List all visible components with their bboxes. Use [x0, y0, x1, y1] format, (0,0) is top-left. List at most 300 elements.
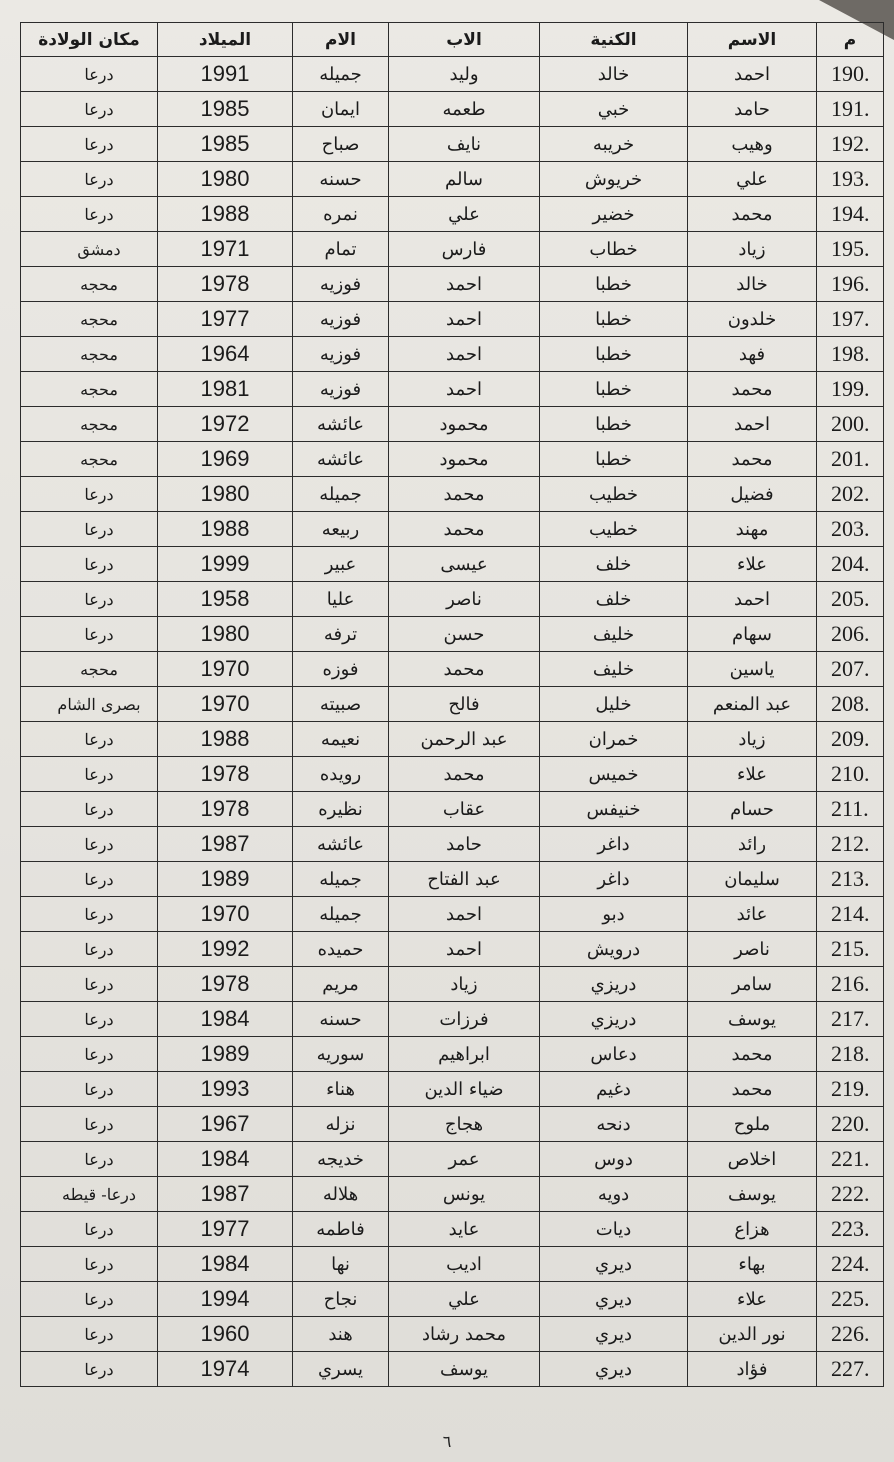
father-cell: محمود	[389, 442, 540, 477]
table-row	[21, 757, 884, 792]
mother-cell: فوزه	[293, 652, 389, 687]
birth-year-cell: 1987	[158, 827, 293, 862]
name-cell: علاء	[688, 547, 817, 582]
surname-cell: خبي	[540, 92, 688, 127]
surname-cell: خلف	[540, 582, 688, 617]
father-cell: احمد	[389, 897, 540, 932]
father-cell: سالم	[389, 162, 540, 197]
surname-cell: دريزي	[540, 967, 688, 1002]
birth-place-cell: درعا	[21, 1352, 158, 1387]
birth-place-cell: درعا	[21, 197, 158, 232]
mother-cell: حميده	[293, 932, 389, 967]
surname-cell: خميس	[540, 757, 688, 792]
mother-cell: خديجه	[293, 1142, 389, 1177]
father-cell: فالح	[389, 687, 540, 722]
name-cell: رائد	[688, 827, 817, 862]
row-number: 217.	[817, 1002, 884, 1037]
father-cell: محمد	[389, 757, 540, 792]
mother-cell: نها	[293, 1247, 389, 1282]
surname-cell: خطبا	[540, 302, 688, 337]
birth-year-cell: 1999	[158, 547, 293, 582]
father-cell: محمود	[389, 407, 540, 442]
mother-cell: نزله	[293, 1107, 389, 1142]
father-cell: احمد	[389, 302, 540, 337]
mother-cell: فوزيه	[293, 302, 389, 337]
name-cell: سليمان	[688, 862, 817, 897]
name-cell: هزاع	[688, 1212, 817, 1247]
header-row	[21, 23, 884, 57]
name-cell: احمد	[688, 407, 817, 442]
birth-year-cell: 1985	[158, 127, 293, 162]
row-number: 197.	[817, 302, 884, 337]
table-row	[21, 92, 884, 127]
birth-year-cell: 1988	[158, 197, 293, 232]
surname-cell: خطبا	[540, 372, 688, 407]
birth-year-cell: 1978	[158, 757, 293, 792]
table-row	[21, 337, 884, 372]
birth-place-cell: درعا	[21, 792, 158, 827]
father-cell: احمد	[389, 267, 540, 302]
row-number: 223.	[817, 1212, 884, 1247]
row-number: 212.	[817, 827, 884, 862]
table-row	[21, 197, 884, 232]
surname-cell: خطيب	[540, 477, 688, 512]
surname-cell: خالد	[540, 57, 688, 92]
table-row	[21, 477, 884, 512]
surname-cell: داغر	[540, 862, 688, 897]
row-number: 227.	[817, 1352, 884, 1387]
birth-year-cell: 1971	[158, 232, 293, 267]
surname-cell: خريبه	[540, 127, 688, 162]
row-number: 213.	[817, 862, 884, 897]
birth-year-cell: 1993	[158, 1072, 293, 1107]
row-number: 209.	[817, 722, 884, 757]
table-row	[21, 1352, 884, 1387]
mother-cell: حسنه	[293, 1002, 389, 1037]
birth-place-cell: محجه	[21, 407, 158, 442]
birth-year-cell: 1974	[158, 1352, 293, 1387]
table-row	[21, 617, 884, 652]
father-cell: حسن	[389, 617, 540, 652]
father-cell: ضياء الدين	[389, 1072, 540, 1107]
name-cell: ناصر	[688, 932, 817, 967]
surname-cell: ديات	[540, 1212, 688, 1247]
name-cell: سهام	[688, 617, 817, 652]
name-cell: محمد	[688, 197, 817, 232]
mother-cell: ترفه	[293, 617, 389, 652]
birth-year-cell: 1977	[158, 302, 293, 337]
birth-place-cell: محجه	[21, 337, 158, 372]
row-number: 194.	[817, 197, 884, 232]
table-row	[21, 162, 884, 197]
row-number: 204.	[817, 547, 884, 582]
surname-cell: دريزي	[540, 1002, 688, 1037]
birth-year-cell: 1980	[158, 477, 293, 512]
name-cell: فضيل	[688, 477, 817, 512]
row-number: 221.	[817, 1142, 884, 1177]
birth-place-cell: درعا	[21, 1142, 158, 1177]
father-cell: وليد	[389, 57, 540, 92]
name-cell: فؤاد	[688, 1352, 817, 1387]
father-cell: احمد	[389, 372, 540, 407]
father-cell: اديب	[389, 1247, 540, 1282]
name-cell: عبد المنعم	[688, 687, 817, 722]
birth-year-cell: 1964	[158, 337, 293, 372]
birth-place-cell: درعا	[21, 967, 158, 1002]
birth-year-cell: 1989	[158, 1037, 293, 1072]
table-row	[21, 1107, 884, 1142]
table-row	[21, 57, 884, 92]
table-row	[21, 1247, 884, 1282]
row-number: 191.	[817, 92, 884, 127]
row-number: 226.	[817, 1317, 884, 1352]
name-cell: علاء	[688, 1282, 817, 1317]
father-cell: طعمه	[389, 92, 540, 127]
father-cell: عقاب	[389, 792, 540, 827]
mother-cell: تمام	[293, 232, 389, 267]
table-row	[21, 442, 884, 477]
mother-cell: جميله	[293, 57, 389, 92]
header-father: الاب	[389, 23, 540, 57]
birth-place-cell: درعا	[21, 1107, 158, 1142]
father-cell: يوسف	[389, 1352, 540, 1387]
name-cell: بهاء	[688, 1247, 817, 1282]
table-row	[21, 792, 884, 827]
mother-cell: نجاح	[293, 1282, 389, 1317]
surname-cell: خطيب	[540, 512, 688, 547]
surname-cell: خطبا	[540, 267, 688, 302]
birth-place-cell: درعا	[21, 92, 158, 127]
birth-place-cell: درعا	[21, 862, 158, 897]
name-cell: خلدون	[688, 302, 817, 337]
table-row	[21, 1317, 884, 1352]
father-cell: علي	[389, 197, 540, 232]
birth-place-cell: دمشق	[21, 232, 158, 267]
surname-cell: ديري	[540, 1282, 688, 1317]
birth-year-cell: 1984	[158, 1247, 293, 1282]
birth-year-cell: 1988	[158, 722, 293, 757]
table-row	[21, 547, 884, 582]
table-row	[21, 862, 884, 897]
table-row	[21, 302, 884, 337]
mother-cell: فاطمه	[293, 1212, 389, 1247]
table-row	[21, 127, 884, 162]
birth-year-cell: 1989	[158, 862, 293, 897]
birth-year-cell: 1960	[158, 1317, 293, 1352]
mother-cell: هند	[293, 1317, 389, 1352]
birth-place-cell: درعا	[21, 582, 158, 617]
mother-cell: نمره	[293, 197, 389, 232]
row-number: 220.	[817, 1107, 884, 1142]
header-num: م	[817, 23, 884, 57]
row-number: 199.	[817, 372, 884, 407]
birth-year-cell: 1994	[158, 1282, 293, 1317]
birth-year-cell: 1981	[158, 372, 293, 407]
surname-cell: دبو	[540, 897, 688, 932]
name-cell: ياسين	[688, 652, 817, 687]
header-mother: الام	[293, 23, 389, 57]
surname-cell: دعاس	[540, 1037, 688, 1072]
name-cell: ملوح	[688, 1107, 817, 1142]
row-number: 211.	[817, 792, 884, 827]
birth-year-cell: 1987	[158, 1177, 293, 1212]
birth-place-cell: درعا	[21, 512, 158, 547]
surname-cell: ديري	[540, 1352, 688, 1387]
surname-cell: ديري	[540, 1247, 688, 1282]
mother-cell: عليا	[293, 582, 389, 617]
row-number: 205.	[817, 582, 884, 617]
name-cell: علاء	[688, 757, 817, 792]
table-row	[21, 967, 884, 1002]
header-surname: الكنية	[540, 23, 688, 57]
birth-year-cell: 1978	[158, 267, 293, 302]
birth-place-cell: محجه	[21, 442, 158, 477]
birth-year-cell: 1988	[158, 512, 293, 547]
birth-place-cell: درعا	[21, 1282, 158, 1317]
row-number: 190.	[817, 57, 884, 92]
mother-cell: صبيته	[293, 687, 389, 722]
birth-place-cell: درعا	[21, 1037, 158, 1072]
name-cell: عائد	[688, 897, 817, 932]
row-number: 203.	[817, 512, 884, 547]
birth-year-cell: 1970	[158, 897, 293, 932]
father-cell: هجاج	[389, 1107, 540, 1142]
row-number: 219.	[817, 1072, 884, 1107]
table-row	[21, 372, 884, 407]
table-row	[21, 1177, 884, 1212]
surname-cell: خطاب	[540, 232, 688, 267]
surname-cell: ديري	[540, 1317, 688, 1352]
birth-place-cell: محجه	[21, 302, 158, 337]
name-cell: علي	[688, 162, 817, 197]
name-cell: مهند	[688, 512, 817, 547]
surname-cell: خنيفس	[540, 792, 688, 827]
surname-cell: خليل	[540, 687, 688, 722]
name-cell: يوسف	[688, 1002, 817, 1037]
birth-year-cell: 1972	[158, 407, 293, 442]
surname-cell: خطبا	[540, 407, 688, 442]
name-cell: حامد	[688, 92, 817, 127]
birth-year-cell: 1967	[158, 1107, 293, 1142]
father-cell: حامد	[389, 827, 540, 862]
table-row	[21, 1282, 884, 1317]
birth-place-cell: محجه	[21, 372, 158, 407]
name-cell: اخلاص	[688, 1142, 817, 1177]
mother-cell: عبير	[293, 547, 389, 582]
mother-cell: نعيمه	[293, 722, 389, 757]
surname-cell: خمران	[540, 722, 688, 757]
birth-year-cell: 1985	[158, 92, 293, 127]
table-row	[21, 1037, 884, 1072]
row-number: 196.	[817, 267, 884, 302]
name-cell: احمد	[688, 582, 817, 617]
father-cell: عمر	[389, 1142, 540, 1177]
header-birth-place: مكان الولادة	[21, 23, 158, 57]
mother-cell: جميله	[293, 897, 389, 932]
birth-place-cell: درعا	[21, 1317, 158, 1352]
mother-cell: مريم	[293, 967, 389, 1002]
mother-cell: فوزيه	[293, 337, 389, 372]
birth-place-cell: درعا	[21, 57, 158, 92]
name-cell: زياد	[688, 232, 817, 267]
table-row	[21, 512, 884, 547]
name-cell: احمد	[688, 57, 817, 92]
row-number: 215.	[817, 932, 884, 967]
row-number: 208.	[817, 687, 884, 722]
row-number: 224.	[817, 1247, 884, 1282]
table-row	[21, 897, 884, 932]
birth-place-cell: درعا	[21, 162, 158, 197]
birth-place-cell: درعا	[21, 477, 158, 512]
surname-cell: دوس	[540, 1142, 688, 1177]
surname-cell: خلف	[540, 547, 688, 582]
birth-place-cell: درعا	[21, 1072, 158, 1107]
birth-place-cell: درعا	[21, 1247, 158, 1282]
name-cell: محمد	[688, 1072, 817, 1107]
birth-place-cell: درعا	[21, 127, 158, 162]
table-row	[21, 407, 884, 442]
father-cell: عيسى	[389, 547, 540, 582]
birth-place-cell: درعا	[21, 547, 158, 582]
birth-year-cell: 1978	[158, 967, 293, 1002]
mother-cell: فوزيه	[293, 267, 389, 302]
surname-cell: خطبا	[540, 337, 688, 372]
name-cell: محمد	[688, 372, 817, 407]
father-cell: محمد	[389, 652, 540, 687]
mother-cell: سوريه	[293, 1037, 389, 1072]
birth-place-cell: محجه	[21, 652, 158, 687]
table-row	[21, 652, 884, 687]
row-number: 201.	[817, 442, 884, 477]
table-row	[21, 932, 884, 967]
birth-year-cell: 1970	[158, 652, 293, 687]
birth-place-cell: درعا	[21, 722, 158, 757]
name-cell: وهيب	[688, 127, 817, 162]
surname-cell: خطبا	[540, 442, 688, 477]
row-number: 192.	[817, 127, 884, 162]
row-number: 225.	[817, 1282, 884, 1317]
table-row	[21, 1002, 884, 1037]
birth-year-cell: 1980	[158, 162, 293, 197]
table-row	[21, 267, 884, 302]
birth-year-cell: 1984	[158, 1002, 293, 1037]
row-number: 207.	[817, 652, 884, 687]
row-number: 214.	[817, 897, 884, 932]
table-row	[21, 1072, 884, 1107]
mother-cell: هلاله	[293, 1177, 389, 1212]
table-row	[21, 232, 884, 267]
father-cell: نايف	[389, 127, 540, 162]
surname-cell: خريوش	[540, 162, 688, 197]
name-cell: نور الدين	[688, 1317, 817, 1352]
birth-place-cell: درعا- قيطه	[21, 1177, 158, 1212]
birth-year-cell: 1984	[158, 1142, 293, 1177]
birth-year-cell: 1992	[158, 932, 293, 967]
father-cell: فارس	[389, 232, 540, 267]
father-cell: عبد الفتاح	[389, 862, 540, 897]
surname-cell: دويه	[540, 1177, 688, 1212]
mother-cell: عائشه	[293, 407, 389, 442]
mother-cell: جميله	[293, 477, 389, 512]
birth-year-cell: 1980	[158, 617, 293, 652]
name-cell: محمد	[688, 1037, 817, 1072]
mother-cell: حسنه	[293, 162, 389, 197]
surname-cell: دنحه	[540, 1107, 688, 1142]
birth-place-cell: درعا	[21, 1002, 158, 1037]
row-number: 218.	[817, 1037, 884, 1072]
mother-cell: رويده	[293, 757, 389, 792]
mother-cell: ربيعه	[293, 512, 389, 547]
birth-year-cell: 1958	[158, 582, 293, 617]
birth-place-cell: بصرى الشام	[21, 687, 158, 722]
father-cell: عبد الرحمن	[389, 722, 540, 757]
roster-table	[20, 22, 884, 1387]
birth-place-cell: درعا	[21, 1212, 158, 1247]
birth-place-cell: درعا	[21, 897, 158, 932]
row-number: 195.	[817, 232, 884, 267]
row-number: 193.	[817, 162, 884, 197]
mother-cell: هناء	[293, 1072, 389, 1107]
father-cell: فرزات	[389, 1002, 540, 1037]
row-number: 206.	[817, 617, 884, 652]
row-number: 202.	[817, 477, 884, 512]
header-name: الاسم	[688, 23, 817, 57]
father-cell: محمد	[389, 512, 540, 547]
father-cell: زياد	[389, 967, 540, 1002]
surname-cell: داغر	[540, 827, 688, 862]
table-row	[21, 1142, 884, 1177]
name-cell: يوسف	[688, 1177, 817, 1212]
surname-cell: درويش	[540, 932, 688, 967]
row-number: 210.	[817, 757, 884, 792]
row-number: 200.	[817, 407, 884, 442]
birth-year-cell: 1978	[158, 792, 293, 827]
mother-cell: فوزيه	[293, 372, 389, 407]
father-cell: ناصر	[389, 582, 540, 617]
birth-place-cell: محجه	[21, 267, 158, 302]
father-cell: احمد	[389, 337, 540, 372]
father-cell: عايد	[389, 1212, 540, 1247]
name-cell: حسام	[688, 792, 817, 827]
birth-place-cell: درعا	[21, 757, 158, 792]
mother-cell: عائشه	[293, 442, 389, 477]
father-cell: محمد رشاد	[389, 1317, 540, 1352]
table-row	[21, 687, 884, 722]
father-cell: ابراهيم	[389, 1037, 540, 1072]
row-number: 198.	[817, 337, 884, 372]
mother-cell: يسري	[293, 1352, 389, 1387]
page-number: ٦	[442, 1432, 452, 1451]
name-cell: محمد	[688, 442, 817, 477]
surname-cell: خليف	[540, 652, 688, 687]
mother-cell: صباح	[293, 127, 389, 162]
surname-cell: دغيم	[540, 1072, 688, 1107]
father-cell: يونس	[389, 1177, 540, 1212]
father-cell: علي	[389, 1282, 540, 1317]
header-birth-year: الميلاد	[158, 23, 293, 57]
table-row	[21, 722, 884, 757]
birth-place-cell: درعا	[21, 932, 158, 967]
table-row	[21, 827, 884, 862]
birth-place-cell: درعا	[21, 617, 158, 652]
name-cell: زياد	[688, 722, 817, 757]
birth-year-cell: 1970	[158, 687, 293, 722]
name-cell: خالد	[688, 267, 817, 302]
surname-cell: خضير	[540, 197, 688, 232]
birth-year-cell: 1991	[158, 57, 293, 92]
name-cell: فهد	[688, 337, 817, 372]
mother-cell: نظيره	[293, 792, 389, 827]
